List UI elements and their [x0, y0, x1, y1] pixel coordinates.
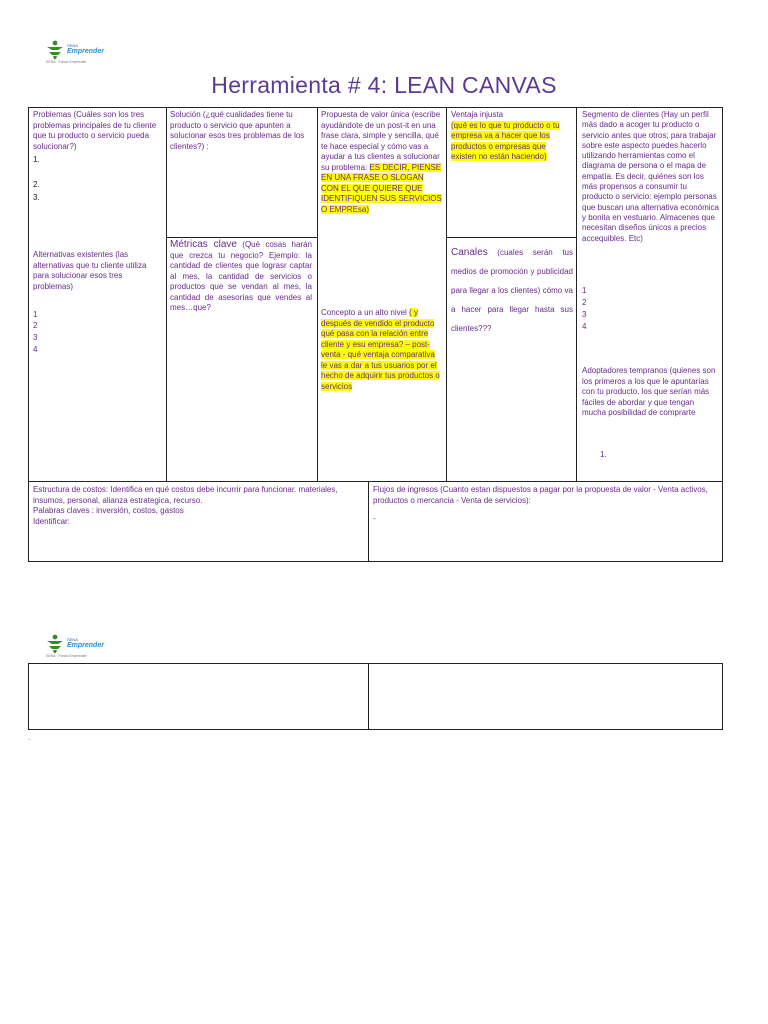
ingresos-text — [373, 485, 718, 525]
ingresos-desc: Flujos de ingresos (Cuanto estan dispuestos a pagar por la propuesta de valor - Venta activos, productos o mercancia - Venta de servicios): — [373, 485, 708, 505]
costos-claves: Palabras claves : inversión, costos, gastos — [33, 506, 184, 515]
logo-line1: SENA — [67, 43, 78, 48]
segmento-item-2: 2 — [582, 298, 587, 307]
sena-emblem-icon — [46, 634, 64, 654]
problemas-text — [33, 110, 161, 152]
logo-line2: Emprender — [67, 642, 104, 649]
alternativas-item-4: 4 — [33, 345, 38, 354]
logo-line2: Emprender — [67, 48, 104, 55]
sena-logo-2 — [46, 634, 104, 658]
alternativas-item-3: 3 — [33, 333, 38, 342]
sena-logo — [46, 40, 104, 64]
problemas-desc: Problemas (Cuáles son los tres problemas principales de tu cliente que tu producto o servicio pueda solucionar?) — [33, 110, 157, 151]
segmento-text: Segmento de clientes (Hay un perfil más dado a acoger tu producto o servicio antes que otros; para trabajar sobre este aspecto puedes hacerlo utilizando herramientas como el diagrama de persona o el mapa de empatía. Es decir, quiénes son los más propensos a consumir tu producto o servicio: ejemplo personas que buscan una alternativa económica y bonita en vestuario. Almacenes que necesitan diseños únicos a precios accequibles. Etc) — [582, 110, 719, 243]
alternativas-item-2: 2 — [33, 321, 38, 330]
ventaja-text — [451, 110, 573, 163]
adoptadores-item-1: 1. — [600, 450, 607, 459]
ventaja-title: Ventaja injusta — [451, 110, 504, 119]
problemas-item-3: 3. — [33, 193, 40, 202]
second-table-right-cell — [368, 663, 723, 730]
logo-line1: SENA — [67, 637, 78, 642]
segmento-item-4: 4 — [582, 322, 587, 331]
footer-dot: . — [28, 733, 31, 742]
canales-title: Canales — [451, 247, 488, 258]
cell-problemas — [28, 107, 167, 482]
concepto-desc: Concepto a un alto nivel — [321, 308, 410, 317]
ventaja-highlight: (qué es lo que tu producto o tu empresa va a hacer que los productos o empresas que existen no están haciendo) — [451, 120, 560, 161]
metricas-text — [170, 240, 312, 314]
problemas-item-1: 1. — [33, 155, 40, 164]
problemas-item-2: 2. — [33, 180, 40, 189]
canales-desc: (cuales serán tus medios de promoción y publicidad para llegar a los clientes) cómo va a hacer para llegar hasta sus clientes??? — [451, 248, 573, 333]
segmento-item-1: 1 — [582, 286, 587, 295]
logo-subtitle: SENA · Fondo Emprender — [46, 654, 87, 658]
propuesta-text — [321, 110, 443, 215]
metricas-desc: (Qué cosas harán que crezca tu negocio? Ejemplo: la cantidad de clientes que lograsr captar al mes, la cantidad de servicios o productos que se vendan al mes, la cantidad de asesorías que vendes al mes…que? — [170, 240, 313, 312]
ingresos-dash: - — [373, 514, 376, 523]
costos-text — [33, 485, 363, 527]
adoptadores-text: Adoptadores tempranos (quienes son los primeros a los que le apuntarías con tu producto, los que serían más fáciles de abordar y que tengan mucha posibilidad de comprarte — [582, 366, 716, 417]
segmento-item-3: 3 — [582, 310, 587, 319]
page-title: Herramienta # 4: LEAN CANVAS — [211, 72, 557, 98]
metricas-title: Métricas clave — [170, 239, 237, 250]
logo-subtitle: SENA · Fondo Emprender — [46, 60, 87, 64]
costos-identificar: Identificar: — [33, 516, 70, 526]
costos-desc: Estructura de costos: Identifica en qué costos debe incurrir para funcionar. materiales, insumos, personal, alianza estrategica, recurso. — [33, 485, 338, 505]
alternativas-item-1: 1 — [33, 310, 38, 319]
concepto-text — [321, 308, 443, 392]
propuesta-highlight: ES DECIR, PIENSE EN UNA FRASE O SLOGAN CON EL QUE QUIERE QUE IDENTIFIQUEN SUS SERVICIOS O EMPREsa) — [321, 162, 442, 214]
alternativas-text: Alternativas existentes (las alternativas que tu cliente utiliza para solucionar esos tres problemas) — [33, 250, 147, 291]
solucion-text: Solución (¿qué cualidades tiene tu producto o servicio que apunten a solucionar esos tres problemas de los clientes?) : — [170, 110, 305, 151]
sena-emblem-icon — [46, 40, 64, 60]
concepto-highlight: ( y después de vendido el producto qué pasa con la relación entre cliente y esu empresa? – post-venta - qué ventaja comparativa le vas a dar a tus usuarios por el hecho de adquirir tus productos o servicios — [321, 308, 440, 391]
second-table-left-cell — [28, 663, 369, 730]
canales-text — [451, 243, 573, 338]
propuesta-desc: Propuesta de valor única (escribe ayudándote de un post-it en una frase clara, simple y sencilla, qué te hace especial y cómo vas a ayudar a tus clientes a solucionar su problema: — [321, 110, 441, 172]
